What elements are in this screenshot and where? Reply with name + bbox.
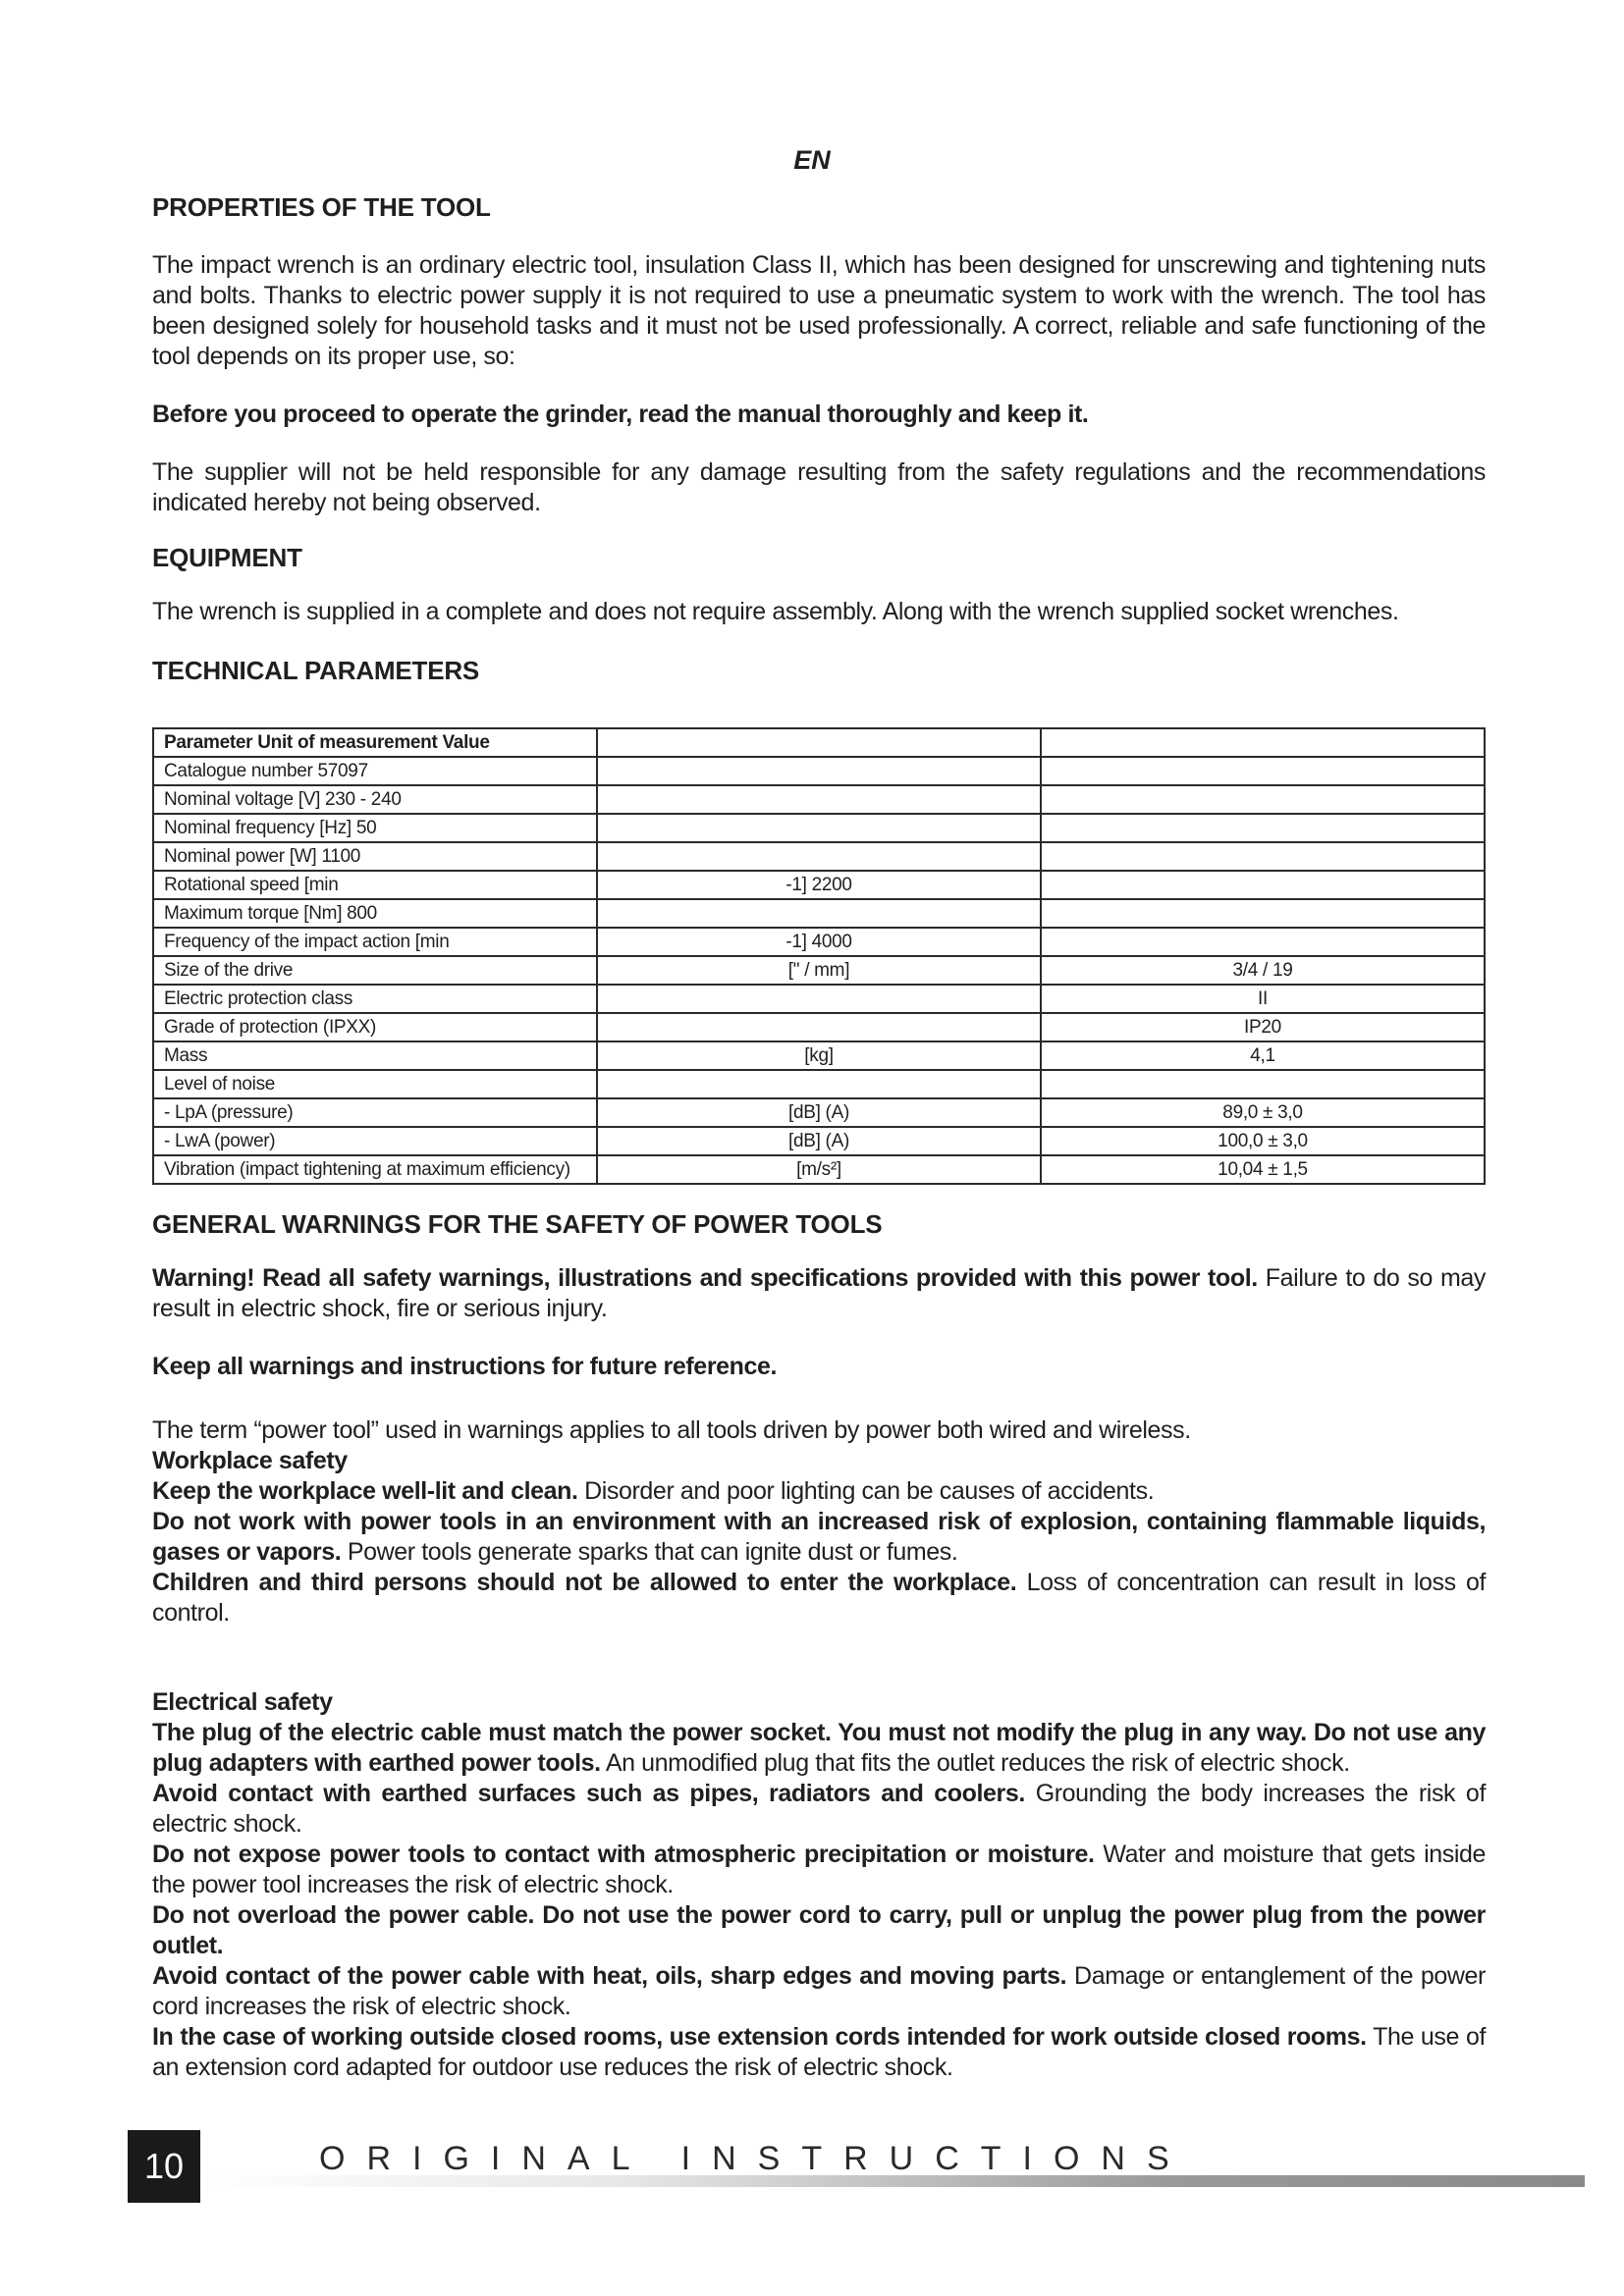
table-row — [153, 899, 1485, 928]
table-row — [153, 757, 1485, 785]
properties-heading: PROPERTIES OF THE TOOL — [152, 192, 491, 222]
table-row — [153, 785, 1485, 814]
table-cell: Mass — [153, 1041, 597, 1070]
warning-rest: Failure to do so may result in electric shock, fire or serious injury. — [152, 1264, 1486, 1322]
table-row — [153, 842, 1485, 871]
table-cell — [597, 757, 1041, 785]
warning-bold: Warning! Read all safety warnings, illustrations and specifications provided with this power tool. — [152, 1264, 1258, 1292]
workplace-item-3-bold: Children and third persons should not be allowed to enter the workplace. — [152, 1569, 1017, 1596]
read-manual-notice: Before you proceed to operate the grinder, read the manual thoroughly and keep it. — [152, 400, 1089, 428]
table-cell: [dB] (A) — [597, 1127, 1041, 1155]
workplace-item-1-bold: Keep the workplace well-lit and clean. — [152, 1477, 578, 1505]
table-cell: 3/4 / 19 — [1041, 956, 1485, 985]
electrical-item-6 — [152, 2022, 1486, 2083]
workplace-item-2-bold: Do not work with power tools in an environment with an increased risk of explosion, containing flammable liquids, gases or vapors. — [152, 1508, 1486, 1566]
table-cell — [597, 985, 1041, 1013]
electrical-item-5-bold: Avoid contact of the power cable with heat, oils, sharp edges and moving parts. — [152, 1962, 1067, 1990]
electrical-safety-heading: Electrical safety — [152, 1688, 333, 1716]
workplace-item-3-rest: Loss of concentration can result in loss of control. — [152, 1569, 1486, 1627]
table-cell: Catalogue number 57097 — [153, 757, 597, 785]
equipment-text: The wrench is supplied in a complete and does not require assembly. Along with the wrench supplied socket wrenches. — [152, 598, 1399, 625]
workplace-item-1-rest: Disorder and poor lighting can be causes of accidents. — [577, 1477, 1155, 1505]
table-row — [153, 1070, 1485, 1098]
table-row — [153, 928, 1485, 956]
electrical-item-6-rest: The use of an extension cord adapted for outdoor use reduces the risk of electric shock. — [152, 2023, 1486, 2081]
table-cell — [1041, 814, 1485, 842]
table-cell: -1] 4000 — [597, 928, 1041, 956]
table-cell: Level of noise — [153, 1070, 597, 1098]
page-number: 10 — [128, 2130, 200, 2203]
table-cell: 4,1 — [1041, 1041, 1485, 1070]
electrical-item-3-bold: Do not expose power tools to contact with atmospheric precipitation or moisture. — [152, 1841, 1095, 1868]
workplace-item-3 — [152, 1568, 1486, 1629]
table-row — [153, 728, 1485, 757]
table-cell: [" / mm] — [597, 956, 1041, 985]
electrical-item-1-rest: An unmodified plug that fits the outlet reduces the risk of electric shock. — [600, 1749, 1350, 1777]
keep-warnings-notice: Keep all warnings and instructions for future reference. — [152, 1353, 778, 1380]
table-row — [153, 1155, 1485, 1184]
table-cell — [1041, 871, 1485, 899]
language-label: EN — [793, 145, 831, 175]
table-cell: Frequency of the impact action [min — [153, 928, 597, 956]
table-cell: Nominal frequency [Hz] 50 — [153, 814, 597, 842]
table-cell: 89,0 ± 3,0 — [1041, 1098, 1485, 1127]
electrical-item-2 — [152, 1779, 1486, 1840]
workplace-item-1 — [152, 1476, 1486, 1507]
power-tool-term: The term “power tool” used in warnings applies to all tools driven by power both wired and wireless. — [152, 1416, 1191, 1444]
table-cell — [597, 842, 1041, 871]
table-cell — [1041, 842, 1485, 871]
electrical-item-6-bold: In the case of working outside closed rooms, use extension cords intended for work outside closed rooms. — [152, 2023, 1367, 2051]
general-warnings-heading: GENERAL WARNINGS FOR THE SAFETY OF POWER TOOLS — [152, 1209, 883, 1239]
table-row — [153, 1098, 1485, 1127]
table-row — [153, 1127, 1485, 1155]
table-row — [153, 1013, 1485, 1041]
general-warning-paragraph — [152, 1263, 1486, 1324]
electrical-item-2-rest: Grounding the body increases the risk of electric shock. — [152, 1780, 1486, 1838]
table-cell: Nominal voltage [V] 230 - 240 — [153, 785, 597, 814]
table-cell — [597, 1070, 1041, 1098]
table-cell: Size of the drive — [153, 956, 597, 985]
table-cell — [597, 899, 1041, 928]
table-cell: - LwA (power) — [153, 1127, 597, 1155]
table-row — [153, 814, 1485, 842]
electrical-item-3 — [152, 1840, 1486, 1900]
electrical-item-5 — [152, 1961, 1486, 2022]
table-cell: - LpA (pressure) — [153, 1098, 597, 1127]
table-row — [153, 956, 1485, 985]
table-cell: II — [1041, 985, 1485, 1013]
table-cell — [1041, 785, 1485, 814]
table-row — [153, 985, 1485, 1013]
table-cell: Nominal power [W] 1100 — [153, 842, 597, 871]
table-cell — [1041, 757, 1485, 785]
electrical-item-3-rest: Water and moisture that gets inside the power tool increases the risk of electric shock. — [152, 1841, 1486, 1898]
electrical-item-2-bold: Avoid contact with earthed surfaces such as pipes, radiators and coolers. — [152, 1780, 1025, 1807]
technical-heading: TECHNICAL PARAMETERS — [152, 656, 480, 685]
table-cell: 10,04 ± 1,5 — [1041, 1155, 1485, 1184]
table-cell — [1041, 1070, 1485, 1098]
electrical-item-1 — [152, 1718, 1486, 1779]
table-row — [153, 1041, 1485, 1070]
electrical-item-5-rest: Damage or entanglement of the power cord increases the risk of electric shock. — [152, 1962, 1486, 2020]
table-cell — [1041, 928, 1485, 956]
workplace-item-2 — [152, 1507, 1486, 1568]
table-cell: IP20 — [1041, 1013, 1485, 1041]
page-footer — [0, 2130, 1624, 2209]
electrical-item-4: Do not overload the power cable. Do not use the power cord to carry, pull or unplug the power plug from the power outlet. — [152, 1901, 1486, 1959]
table-cell: Grade of protection (IPXX) — [153, 1013, 597, 1041]
table-cell: Vibration (impact tightening at maximum efficiency) — [153, 1155, 597, 1184]
table-cell — [597, 728, 1041, 757]
table-cell: Rotational speed [min — [153, 871, 597, 899]
table-cell: Electric protection class — [153, 985, 597, 1013]
table-cell — [597, 1013, 1041, 1041]
table-cell: [m/s²] — [597, 1155, 1041, 1184]
supplier-disclaimer: The supplier will not be held responsible for any damage resulting from the safety regulations and the recommendations indicated hereby not being observed. — [152, 458, 1486, 516]
workplace-safety-heading: Workplace safety — [152, 1447, 348, 1474]
table-cell: Maximum torque [Nm] 800 — [153, 899, 597, 928]
electrical-item-1-bold: The plug of the electric cable must match the power socket. You must not modify the plug in any way. Do not use any plug adapters with earthed power tools. — [152, 1719, 1486, 1777]
table-cell: Parameter Unit of measurement Value — [153, 728, 597, 757]
table-row — [153, 871, 1485, 899]
page-content — [152, 191, 1486, 2083]
workplace-item-2-rest: Power tools generate sparks that can ignite dust or fumes. — [341, 1538, 958, 1566]
table-cell: [dB] (A) — [597, 1098, 1041, 1127]
properties-paragraph: The impact wrench is an ordinary electric tool, insulation Class II, which has been designed for unscrewing and tightening nuts and bolts. Thanks to electric power supply it is not required to use a pneumatic system to work with the wrench. The tool has been designed solely for household tasks and it must not be used professionally. A correct, reliable and safe functioning of the tool depends on its proper use, so: — [152, 251, 1486, 370]
table-cell — [1041, 728, 1485, 757]
technical-parameters-table — [152, 727, 1486, 1185]
table-cell: 100,0 ± 3,0 — [1041, 1127, 1485, 1155]
table-cell — [1041, 899, 1485, 928]
equipment-heading: EQUIPMENT — [152, 543, 302, 572]
table-cell: [kg] — [597, 1041, 1041, 1070]
footer-title: ORIGINAL INSTRUCTIONS — [319, 2140, 1191, 2177]
table-cell: -1] 2200 — [597, 871, 1041, 899]
table-cell — [597, 814, 1041, 842]
table-cell — [597, 785, 1041, 814]
